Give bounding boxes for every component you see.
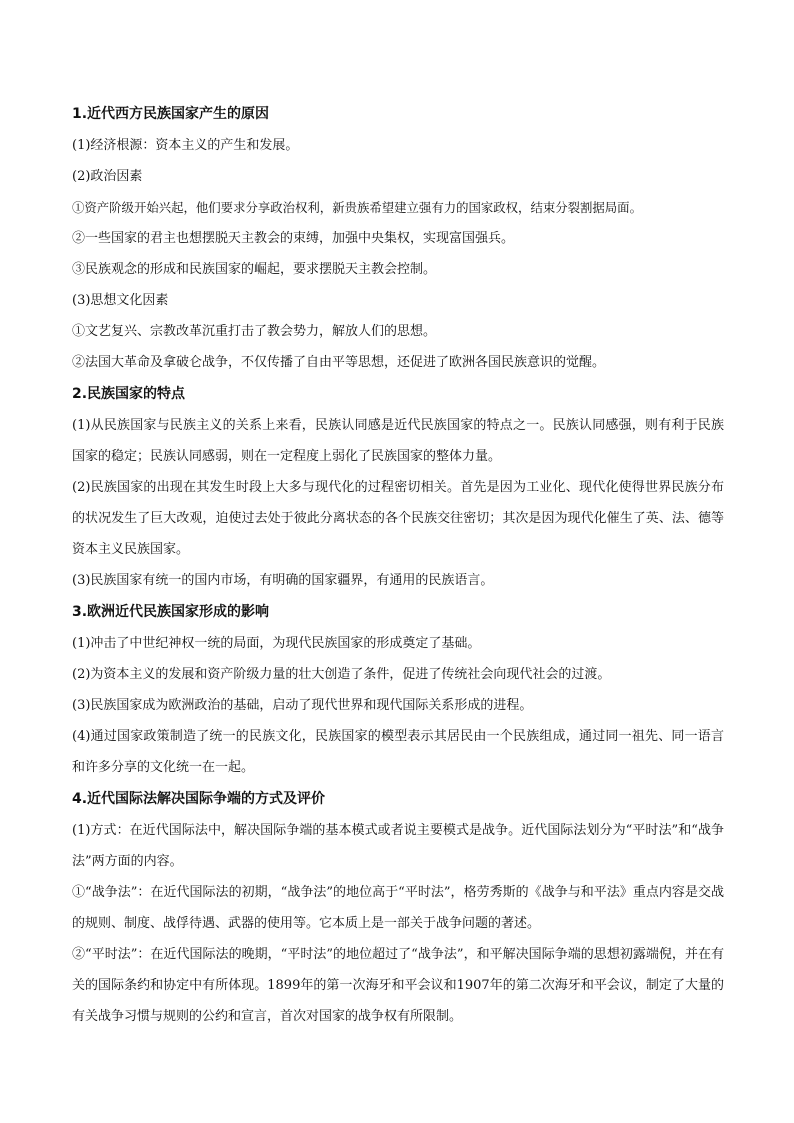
section-heading-4: 4.近代国际法解决国际争端的方式及评价 — [72, 791, 326, 807]
section-2-item-2: (2)民族国家的出现在其发生时段上大多与现代化的过程密切相关。首先是因为工业化、现代化使得世界民族分布的状况发生了巨大改观，迫使过去处于彼此分离状态的各个民族交往密切；其次是因为现代化催生了英、法、德等资本主义民族国家。 — [72, 480, 724, 557]
section-4-item-2: ①“战争法”：在近代国际法的初期，“战争法”的地位高于“平时法”，格劳秀斯的《战争与和平法》重点内容是交战的规则、制度、战俘待遇、武器的使用等。它本质上是一部关于战争问题的著述。 — [72, 885, 724, 931]
section-2-item-1: (1)从民族国家与民族主义的关系上来看，民族认同感是近代民族国家的特点之一。民族认同感强，则有利于民族国家的稳定；民族认同感弱，则在一定程度上弱化了民族国家的整体力量。 — [72, 418, 724, 464]
section-1-item-4: ②一些国家的君主也想摆脱天主教会的束缚，加强中央集权，实现富国强兵。 — [72, 231, 515, 246]
section-4-item-1: (1)方式：在近代国际法中，解决国际争端的基本模式或者说主要模式是战争。近代国际法划分为“平时法”和“战争法”两方面的内容。 — [72, 823, 724, 869]
section-1-item-2: (2)政治因素 — [72, 169, 143, 184]
section-1-item-7: ①文艺复兴、宗教改革沉重打击了教会势力，解放人们的思想。 — [72, 324, 437, 339]
section-1-item-6: (3)思想文化因素 — [72, 293, 169, 308]
section-1-item-8: ②法国大革命及拿破仑战争，不仅传播了自由平等思想，还促进了欧洲各国民族意识的觉醒。 — [72, 355, 606, 370]
section-3-item-3: (3)民族国家成为欧洲政治的基础，启动了现代世界和现代国际关系形成的进程。 — [72, 698, 533, 713]
section-heading-3: 3.欧洲近代民族国家形成的影响 — [72, 604, 270, 620]
section-3-item-2: (2)为资本主义的发展和资产阶级力量的壮大创造了条件，促进了传统社会向现代社会的过渡。 — [72, 667, 611, 682]
document-page — [72, 98, 724, 1032]
section-1-item-1: (1)经济根源：资本主义的产生和发展。 — [72, 138, 299, 153]
section-heading-1: 1.近代西方民族国家产生的原因 — [72, 106, 270, 122]
section-1-item-5: ③民族观念的形成和民族国家的崛起，要求摆脱天主教会控制。 — [72, 262, 437, 277]
section-3-item-4: (4)通过国家政策制造了统一的民族文化，民族国家的模型表示其居民由一个民族组成，通过同一祖先、同一语言和许多分享的文化统一在一起。 — [72, 729, 724, 775]
section-1-item-3: ①资产阶级开始兴起，他们要求分享政治权利，新贵族希望建立强有力的国家政权，结束分裂割据局面。 — [72, 200, 642, 215]
section-4-item-3: ②“平时法”：在近代国际法的晚期，“平时法”的地位超过了“战争法”，和平解决国际争端的思想初露端倪，并在有关的国际条约和协定中有所体现。1899年的第一次海牙和平会议和1907年的第二次海牙和平会议，制定了大量的有关战争习惯与规则的公约和宣言，首次对国家的战争权有所限制。 — [72, 947, 724, 1024]
section-heading-2: 2.民族国家的特点 — [72, 386, 186, 402]
section-2-item-3: (3)民族国家有统一的国内市场，有明确的国家疆界，有通用的民族语言。 — [72, 573, 494, 588]
section-3-item-1: (1)冲击了中世纪神权一统的局面，为现代民族国家的形成奠定了基础。 — [72, 636, 481, 651]
